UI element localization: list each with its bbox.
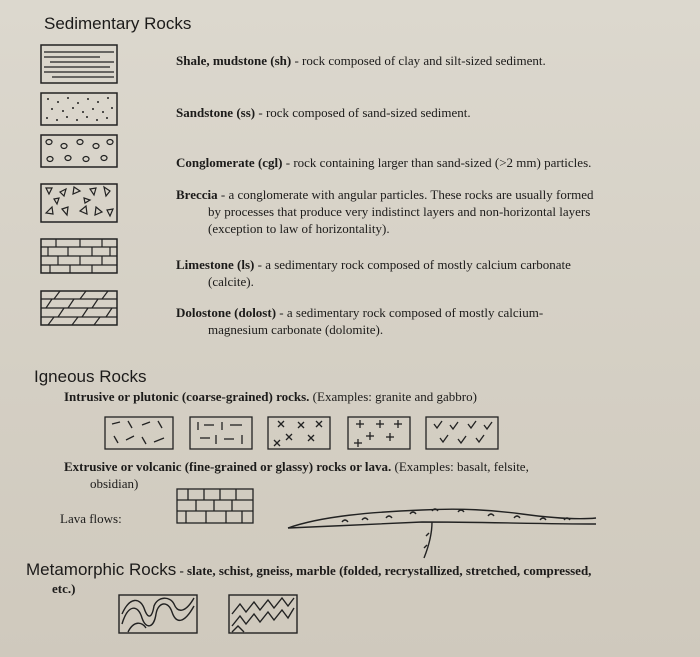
sandstone-description: Sandstone (ss) - rock composed of sand-sized sediment. bbox=[176, 105, 471, 120]
breccia-description: Breccia - a conglomerate with angular particles. These rocks are usually formed by processes that produce very indistinct layers and non-horizontal layers (exception to law of horizontality). bbox=[176, 187, 594, 236]
shale-description: Shale, mudstone (sh) - rock composed of clay and silt-sized sediment. bbox=[176, 53, 546, 68]
conglomerate-description: Conglomerate (cgl) - rock containing larger than sand-sized (>2 mm) particles. bbox=[176, 155, 592, 170]
extrusive-description: Extrusive or volcanic (fine-grained or glassy) rocks or lava. (Examples: basalt, felsite, obsidian) bbox=[64, 459, 529, 491]
dolostone-pattern-icon bbox=[40, 290, 118, 326]
breccia-pattern-icon bbox=[40, 183, 118, 223]
intrusive-pattern-row bbox=[104, 416, 500, 452]
conglomerate-pattern-icon bbox=[40, 134, 118, 168]
igneous-title: Igneous Rocks bbox=[34, 367, 147, 386]
intrusive-description: Intrusive or plutonic (coarse-grained) rocks. (Examples: granite and gabbro) bbox=[64, 389, 477, 404]
sandstone-pattern-icon bbox=[40, 92, 118, 126]
lava-flow-sketch-icon bbox=[282, 496, 600, 564]
limestone-description: Limestone (ls) - a sedimentary rock composed of mostly calcium carbonate (calcite). bbox=[176, 257, 571, 289]
folded-metamorphic-pattern-icon bbox=[118, 594, 198, 634]
sedimentary-title: Sedimentary Rocks bbox=[44, 14, 192, 33]
metamorphic-title: Metamorphic Rocks bbox=[26, 560, 177, 579]
lava-flows-label: Lava flows: bbox=[60, 511, 122, 526]
limestone-pattern-icon bbox=[40, 238, 118, 274]
shale-pattern-icon bbox=[40, 44, 118, 84]
foliated-metamorphic-pattern-icon bbox=[228, 594, 298, 634]
dolostone-description: Dolostone (dolost) - a sedimentary rock composed of mostly calcium- magnesium carbonate (dolomite). bbox=[176, 305, 544, 337]
metamorphic-description: Metamorphic Rocks - slate, schist, gneiss, marble (folded, recrystallized, stretched, compressed, etc.) bbox=[26, 560, 592, 596]
lava-flow-pattern-icon bbox=[176, 486, 256, 526]
